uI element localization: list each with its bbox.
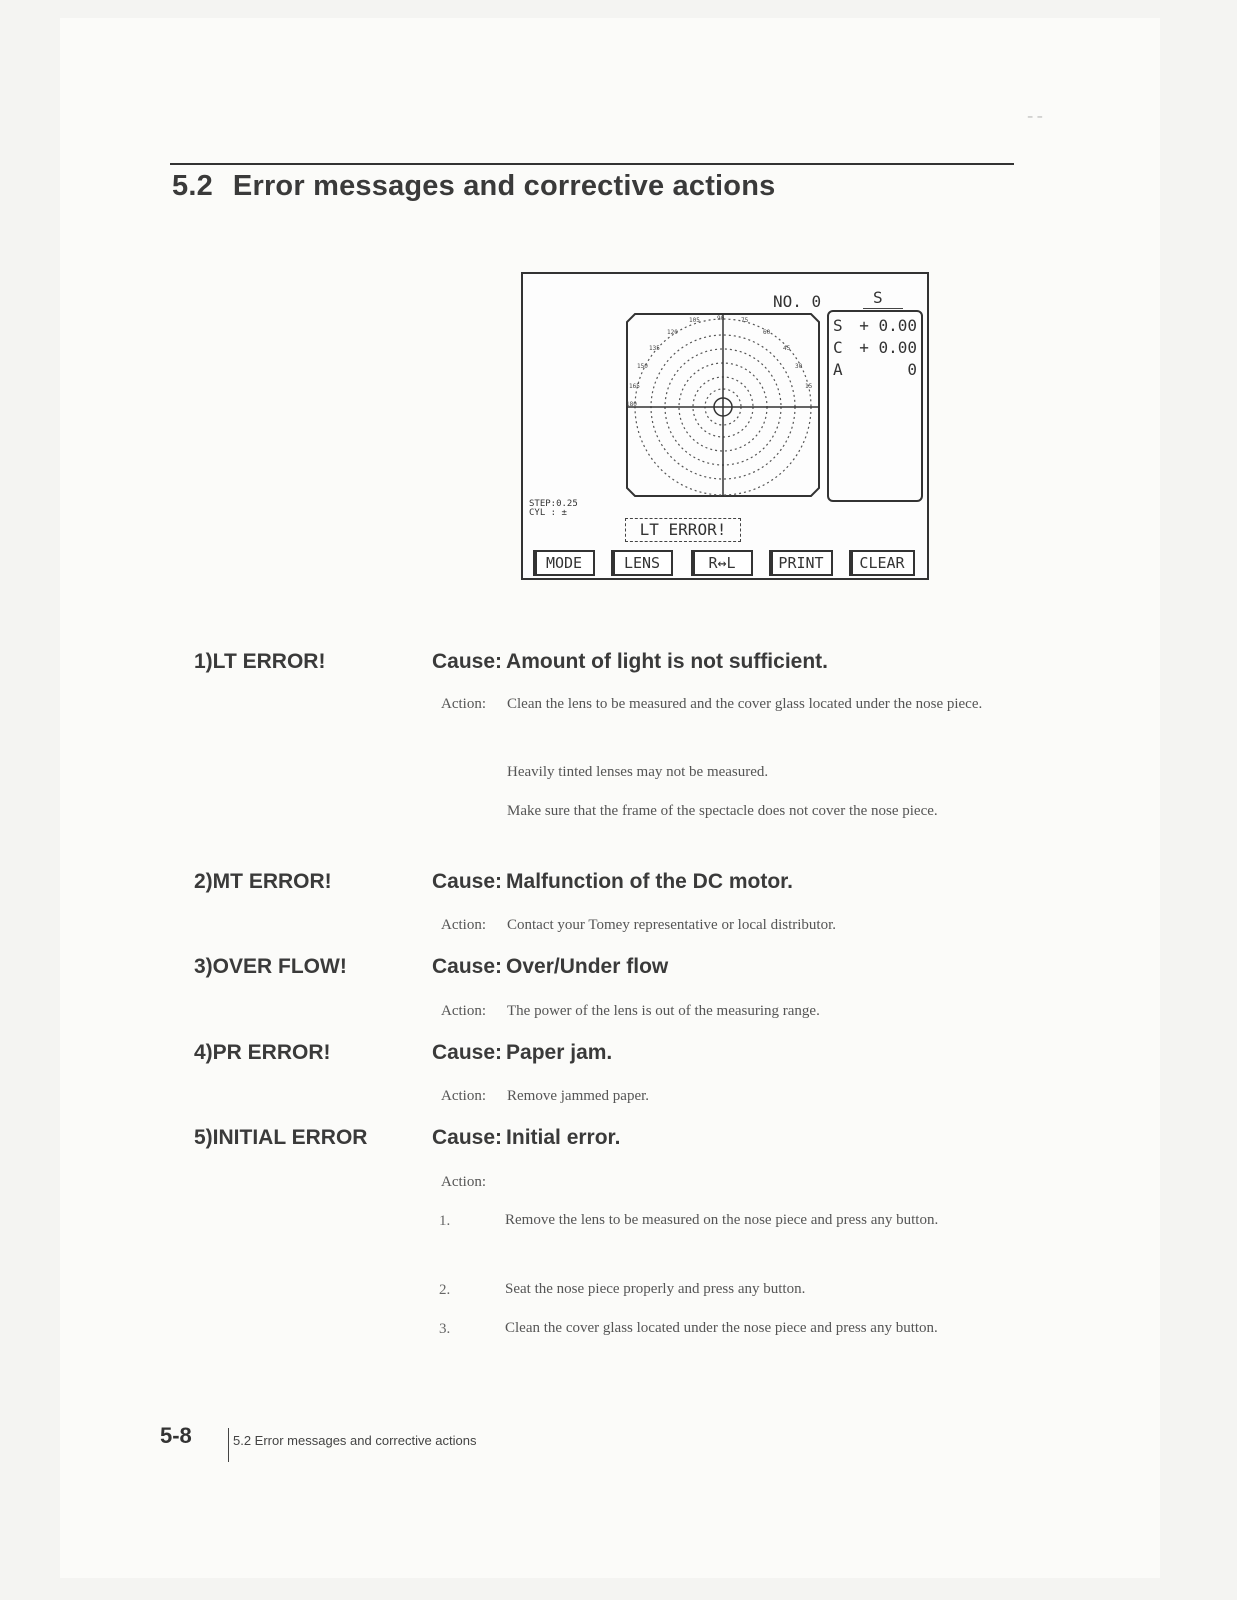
svg-text:45: 45 — [783, 345, 791, 352]
cause-label: Cause: — [432, 870, 503, 893]
cause-text: Paper jam. — [506, 1041, 613, 1064]
section-rule — [170, 163, 1014, 165]
lcd-value: 0 — [907, 360, 917, 379]
cause-text: Initial error. — [506, 1126, 621, 1149]
step-text: Remove the lens to be measured on the nose piece and press any button. — [505, 1212, 939, 1228]
error-1-cause — [432, 650, 828, 674]
step-number: 1. — [439, 1213, 451, 1229]
lcd-error-message: LT ERROR! — [625, 518, 741, 542]
lcd-value-row — [833, 316, 917, 335]
action-label: Action: — [441, 1174, 486, 1190]
svg-text:180: 180 — [626, 401, 637, 408]
section-number: 5.2 — [172, 170, 213, 202]
target-dial-icon — [623, 310, 823, 500]
lcd-print-button: PRINT — [769, 550, 833, 576]
lcd-value-key: A — [833, 360, 843, 379]
error-4-id: 4)PR ERROR! — [194, 1041, 331, 1064]
lcd-step-info — [529, 500, 578, 518]
lcd-screen-figure — [521, 272, 929, 580]
lcd-step-label: STEP:0.25 — [529, 499, 578, 509]
lcd-value-key: C — [833, 338, 843, 357]
step-text: Clean the cover glass located under the nose piece and press any button. — [505, 1320, 938, 1336]
error-5-cause — [432, 1126, 620, 1150]
svg-text:75: 75 — [741, 317, 749, 324]
action-label: Action: — [441, 1088, 486, 1104]
svg-text:165: 165 — [629, 383, 640, 390]
action-label: Action: — [441, 1003, 486, 1019]
lcd-value-row — [833, 338, 917, 357]
action-text: The power of the lens is out of the measuring range. — [507, 1003, 820, 1019]
error-5-id: 5)INITIAL ERROR — [194, 1126, 368, 1149]
cause-label: Cause: — [432, 1126, 503, 1149]
svg-text:105: 105 — [689, 317, 700, 324]
section-title — [172, 170, 775, 203]
error-3-cause — [432, 955, 668, 979]
action-text: Remove jammed paper. — [507, 1088, 650, 1104]
footer-divider — [228, 1428, 229, 1462]
error-1-id: 1)LT ERROR! — [194, 650, 326, 673]
lcd-cyl-label: CYL : ± — [529, 508, 567, 518]
action-label: Action: — [441, 917, 486, 933]
lcd-lens-button: LENS — [611, 550, 673, 576]
lcd-value-key: S — [833, 316, 843, 335]
error-1-note: Make sure that the frame of the spectacle does not cover the nose piece. — [507, 803, 938, 819]
step-number: 2. — [439, 1282, 451, 1298]
error-2-cause — [432, 870, 793, 894]
cause-label: Cause: — [432, 955, 503, 978]
svg-text:120: 120 — [667, 329, 678, 336]
action-text: Contact your Tomey representative or local distributor. — [507, 917, 837, 933]
svg-text:90: 90 — [717, 315, 725, 322]
cause-label: Cause: — [432, 650, 503, 673]
svg-text:135: 135 — [649, 345, 660, 352]
lcd-value-row — [833, 360, 917, 379]
lcd-s-header: S — [873, 288, 883, 307]
svg-text:30: 30 — [795, 363, 803, 370]
svg-text:15: 15 — [805, 383, 813, 390]
svg-text:60: 60 — [763, 329, 771, 336]
lcd-number-label: NO. 0 — [773, 292, 822, 311]
page-number: 5-8 — [160, 1423, 192, 1448]
cause-text: Malfunction of the DC motor. — [506, 870, 794, 893]
step-number: 3. — [439, 1321, 451, 1337]
error-3-id: 3)OVER FLOW! — [194, 955, 347, 978]
error-4-cause — [432, 1041, 612, 1065]
cause-text: Amount of light is not sufficient. — [506, 650, 828, 673]
section-title-text: Error messages and corrective actions — [232, 170, 776, 202]
cause-label: Cause: — [432, 1041, 503, 1064]
footer-section-title: 5.2 Error messages and corrective actions — [233, 1433, 477, 1448]
svg-text:150: 150 — [637, 363, 648, 370]
action-label: Action: — [441, 696, 486, 712]
lcd-s-underline — [863, 308, 903, 309]
lcd-rl-button: R↔L — [691, 550, 753, 576]
lcd-values-panel — [827, 310, 923, 502]
action-text: Clean the lens to be measured and the cover glass located under the nose piece. — [507, 696, 983, 712]
scan-marks: ⁻ ⁻ — [1027, 112, 1044, 126]
step-text: Seat the nose piece properly and press any button. — [505, 1281, 806, 1297]
lcd-value: + 0.00 — [859, 338, 917, 357]
error-2-id: 2)MT ERROR! — [194, 870, 332, 893]
lcd-clear-button: CLEAR — [849, 550, 915, 576]
lcd-value: + 0.00 — [859, 316, 917, 335]
lcd-mode-button: MODE — [533, 550, 595, 576]
error-1-note: Heavily tinted lenses may not be measured. — [507, 764, 769, 780]
cause-text: Over/Under flow — [506, 955, 669, 978]
